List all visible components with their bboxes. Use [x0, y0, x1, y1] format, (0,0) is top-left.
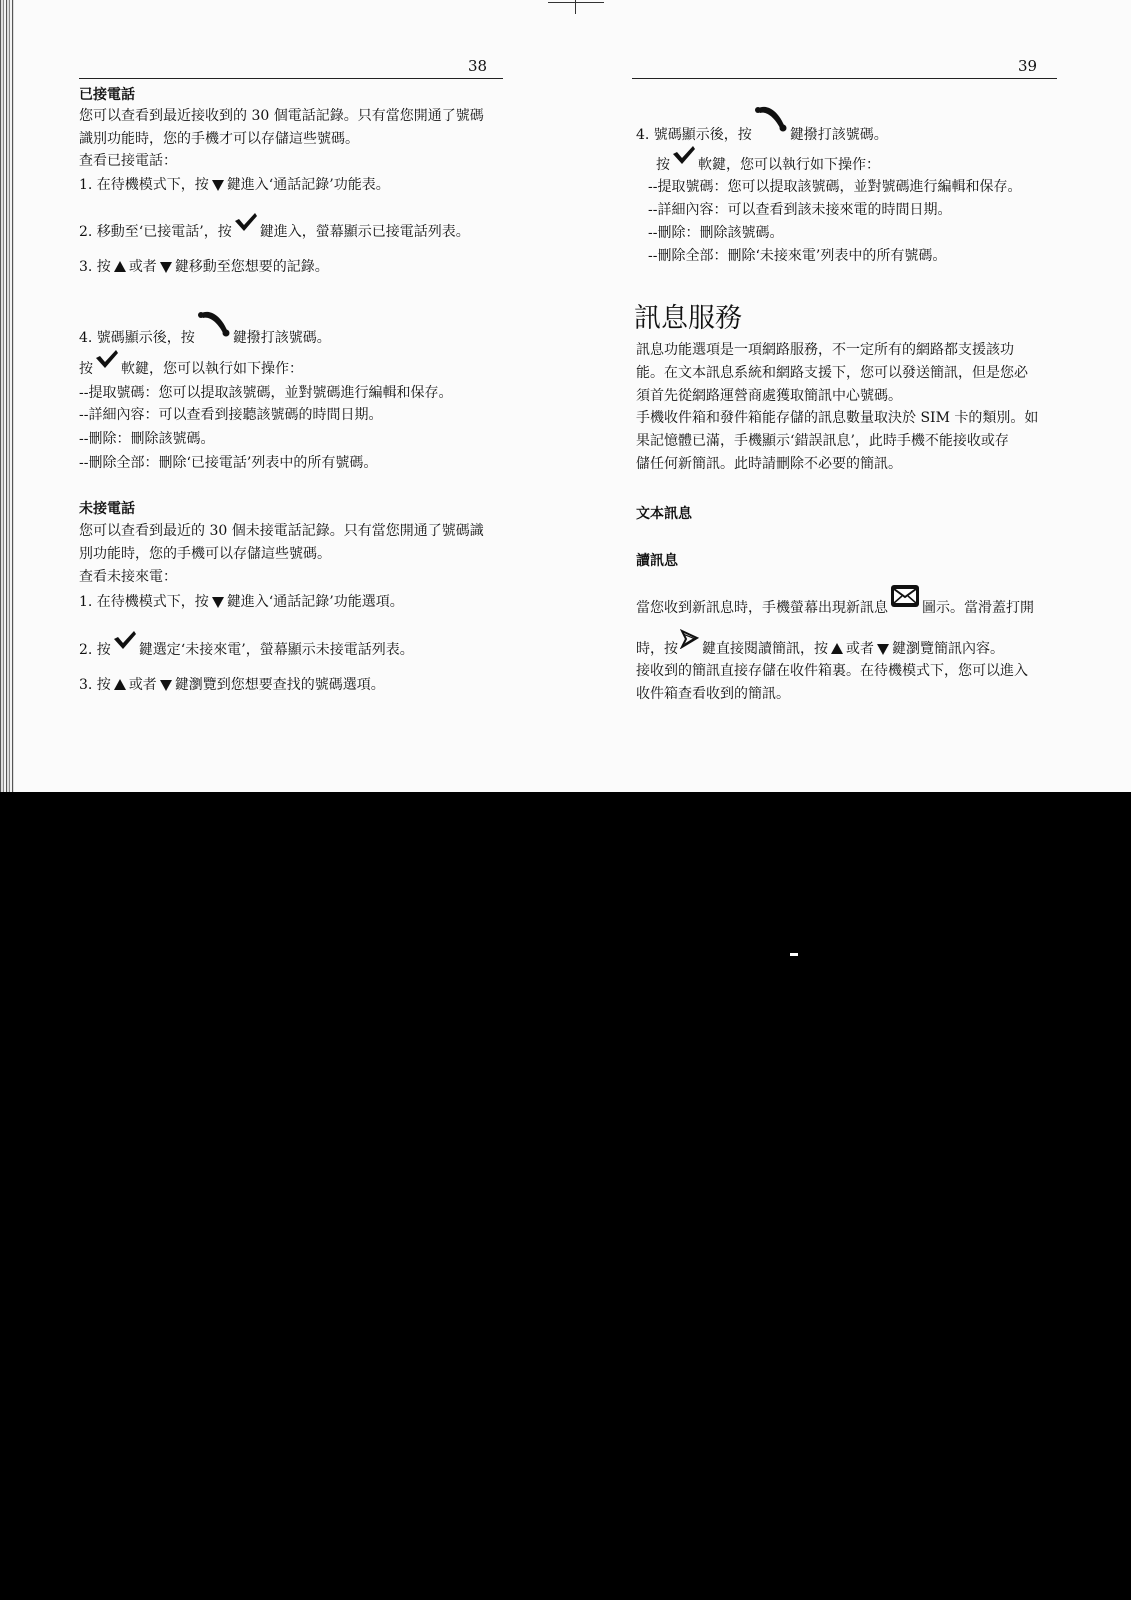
received-intro-line-2: 識別功能時，您的手機才可以存儲這些號碼。: [79, 131, 359, 147]
messaging-para-2-line-1: 手機收件箱和發件箱能存儲的訊息數量取決於 SIM 卡的類別。如: [636, 410, 1039, 426]
check-softkey-icon: [113, 630, 137, 650]
call-key-icon: [754, 103, 788, 133]
step-text: 鍵進入‘通話記錄’功能選項。: [226, 594, 404, 610]
step-text: 2. 移動至‘已接電話’，按: [79, 224, 232, 240]
step-text: 當您收到新訊息時，手機螢幕出現新訊息: [636, 600, 888, 616]
missed-step-2: [79, 630, 414, 659]
step-text: 鍵移動至您想要的記錄。: [174, 259, 329, 275]
missed-intro-line-2: 別功能時，您的手機可以存儲這些號碼。: [79, 546, 331, 562]
step-text: 鍵瀏覽到您想要查找的號碼選項。: [174, 677, 385, 693]
scan-speck: [790, 953, 798, 956]
step-text: 1. 在待機模式下，按: [79, 594, 209, 610]
step-text: 時，按: [636, 641, 678, 657]
step-text: 1. 在待機模式下，按: [79, 177, 209, 193]
read-line-2: [636, 629, 1004, 658]
page-number-left: 38: [468, 57, 488, 75]
received-option-extract: --提取號碼：您可以提取該號碼，並對號碼進行編輯和保存。: [79, 385, 453, 401]
missed-option-delete-all: --刪除全部：刪除‘未接來電’列表中的所有號碼。: [648, 248, 947, 264]
missed-intro-line-1: 您可以查看到最近的 30 個未接電話記錄。只有當您開通了號碼識: [79, 523, 484, 539]
page-number-right: 39: [1018, 57, 1038, 75]
step-text: 或者: [128, 259, 157, 275]
up-arrow-icon: [113, 260, 127, 274]
messaging-para-1-line-1: 訊息功能選項是一項網路服務，不一定所有的網路都支援該功: [636, 342, 1014, 358]
check-softkey-icon: [672, 145, 696, 165]
step-text: 或者: [846, 641, 874, 657]
up-arrow-icon: [113, 678, 127, 692]
received-option-details: --詳細內容：可以查看到接聽該號碼的時間日期。: [79, 407, 383, 423]
read-key-icon: [680, 629, 700, 649]
messaging-para-2-line-2: 果記憶體已滿，手機顯示‘錯誤訊息’，此時手機不能接收或存: [636, 433, 1009, 449]
step-text: 軟鍵，您可以執行如下操作：: [698, 157, 880, 173]
step-text: 4. 號碼顯示後，按: [636, 127, 752, 143]
heading-read-messages: 讀訊息: [636, 553, 678, 569]
heading-missed-calls: 未接電話: [79, 501, 135, 517]
messaging-para-1-line-3: 須首先從網路運營商處獲取簡訊中心號碼。: [636, 388, 902, 404]
step-text: 按: [79, 361, 93, 377]
step-text: 軟鍵，您可以執行如下操作：: [121, 361, 303, 377]
received-softkey-line: [79, 349, 303, 378]
missed-softkey-line: [656, 145, 880, 174]
section-title-messaging: 訊息服務: [634, 303, 742, 334]
book-binding-edge: [0, 0, 14, 792]
step-text: 4. 號碼顯示後，按: [79, 330, 195, 346]
missed-option-delete: --刪除：刪除該號碼。: [648, 225, 784, 241]
messaging-para-1-line-2: 能。在文本訊息系統和網路支援下，您可以發送簡訊，但是您必: [636, 365, 1028, 381]
view-received-label: 查看已接電話：: [79, 153, 177, 169]
missed-option-extract: --提取號碼：您可以提取該號碼，並對號碼進行編輯和保存。: [648, 179, 1022, 195]
step-text: 按: [656, 157, 670, 173]
received-step-1: [79, 176, 390, 194]
up-arrow-icon: [830, 642, 844, 656]
heading-received-calls: 已接電話: [79, 87, 135, 103]
down-arrow-icon: [159, 678, 173, 692]
received-intro-line-1: 您可以查看到最近接收到的 30 個電話記錄。只有當您開通了號碼: [79, 108, 484, 124]
received-option-delete-all: --刪除全部：刪除‘已接電話’列表中的所有號碼。: [79, 455, 378, 471]
header-rule-left: [79, 78, 503, 79]
crop-mark: [548, 2, 604, 3]
down-arrow-icon: [211, 178, 225, 192]
step-text: 3. 按: [79, 259, 111, 275]
step-text: 鍵進入‘通話記錄’功能表。: [226, 177, 390, 193]
received-option-delete: --刪除：刪除該號碼。: [79, 431, 215, 447]
down-arrow-icon: [211, 595, 225, 609]
missed-step-1: [79, 593, 404, 611]
view-missed-label: 查看未接來電：: [79, 569, 177, 585]
step-text: 或者: [128, 677, 157, 693]
received-step-3: [79, 258, 329, 276]
missed-step-4: [636, 103, 888, 144]
received-step-2: [79, 212, 470, 241]
read-line-4: 收件箱查看收到的簡訊。: [636, 686, 790, 702]
step-text: 鍵直接閱讀簡訊，按: [702, 641, 828, 657]
step-text: 3. 按: [79, 677, 111, 693]
step-text: 鍵進入，螢幕顯示已接電話列表。: [259, 224, 470, 240]
call-key-icon: [197, 308, 231, 338]
step-text: 圖示。當滑蓋打開: [922, 600, 1034, 616]
header-rule-right: [632, 78, 1057, 79]
down-arrow-icon: [159, 260, 173, 274]
messaging-para-2-line-3: 儲任何新簡訊。此時請刪除不必要的簡訊。: [636, 456, 902, 472]
step-text: 鍵撥打該號碼。: [789, 127, 888, 143]
scanned-page-spread: [0, 0, 1131, 792]
heading-text-messages: 文本訊息: [636, 506, 692, 522]
step-text: 鍵瀏覽簡訊內容。: [892, 641, 1004, 657]
envelope-icon: [890, 584, 920, 608]
down-arrow-icon: [876, 642, 890, 656]
read-line-3: 接收到的簡訊直接存儲在收件箱裏。在待機模式下，您可以進入: [636, 663, 1028, 679]
check-softkey-icon: [95, 349, 119, 369]
missed-option-details: --詳細內容：可以查看到該未接來電的時間日期。: [648, 202, 952, 218]
missed-step-3: [79, 676, 385, 694]
read-line-1: [636, 584, 1034, 617]
step-text: 鍵選定‘未接來電’，螢幕顯示未接電話列表。: [138, 642, 414, 658]
check-softkey-icon: [234, 212, 258, 232]
step-text: 2. 按: [79, 642, 111, 658]
step-text: 鍵撥打該號碼。: [232, 330, 331, 346]
received-step-4: [79, 308, 331, 347]
